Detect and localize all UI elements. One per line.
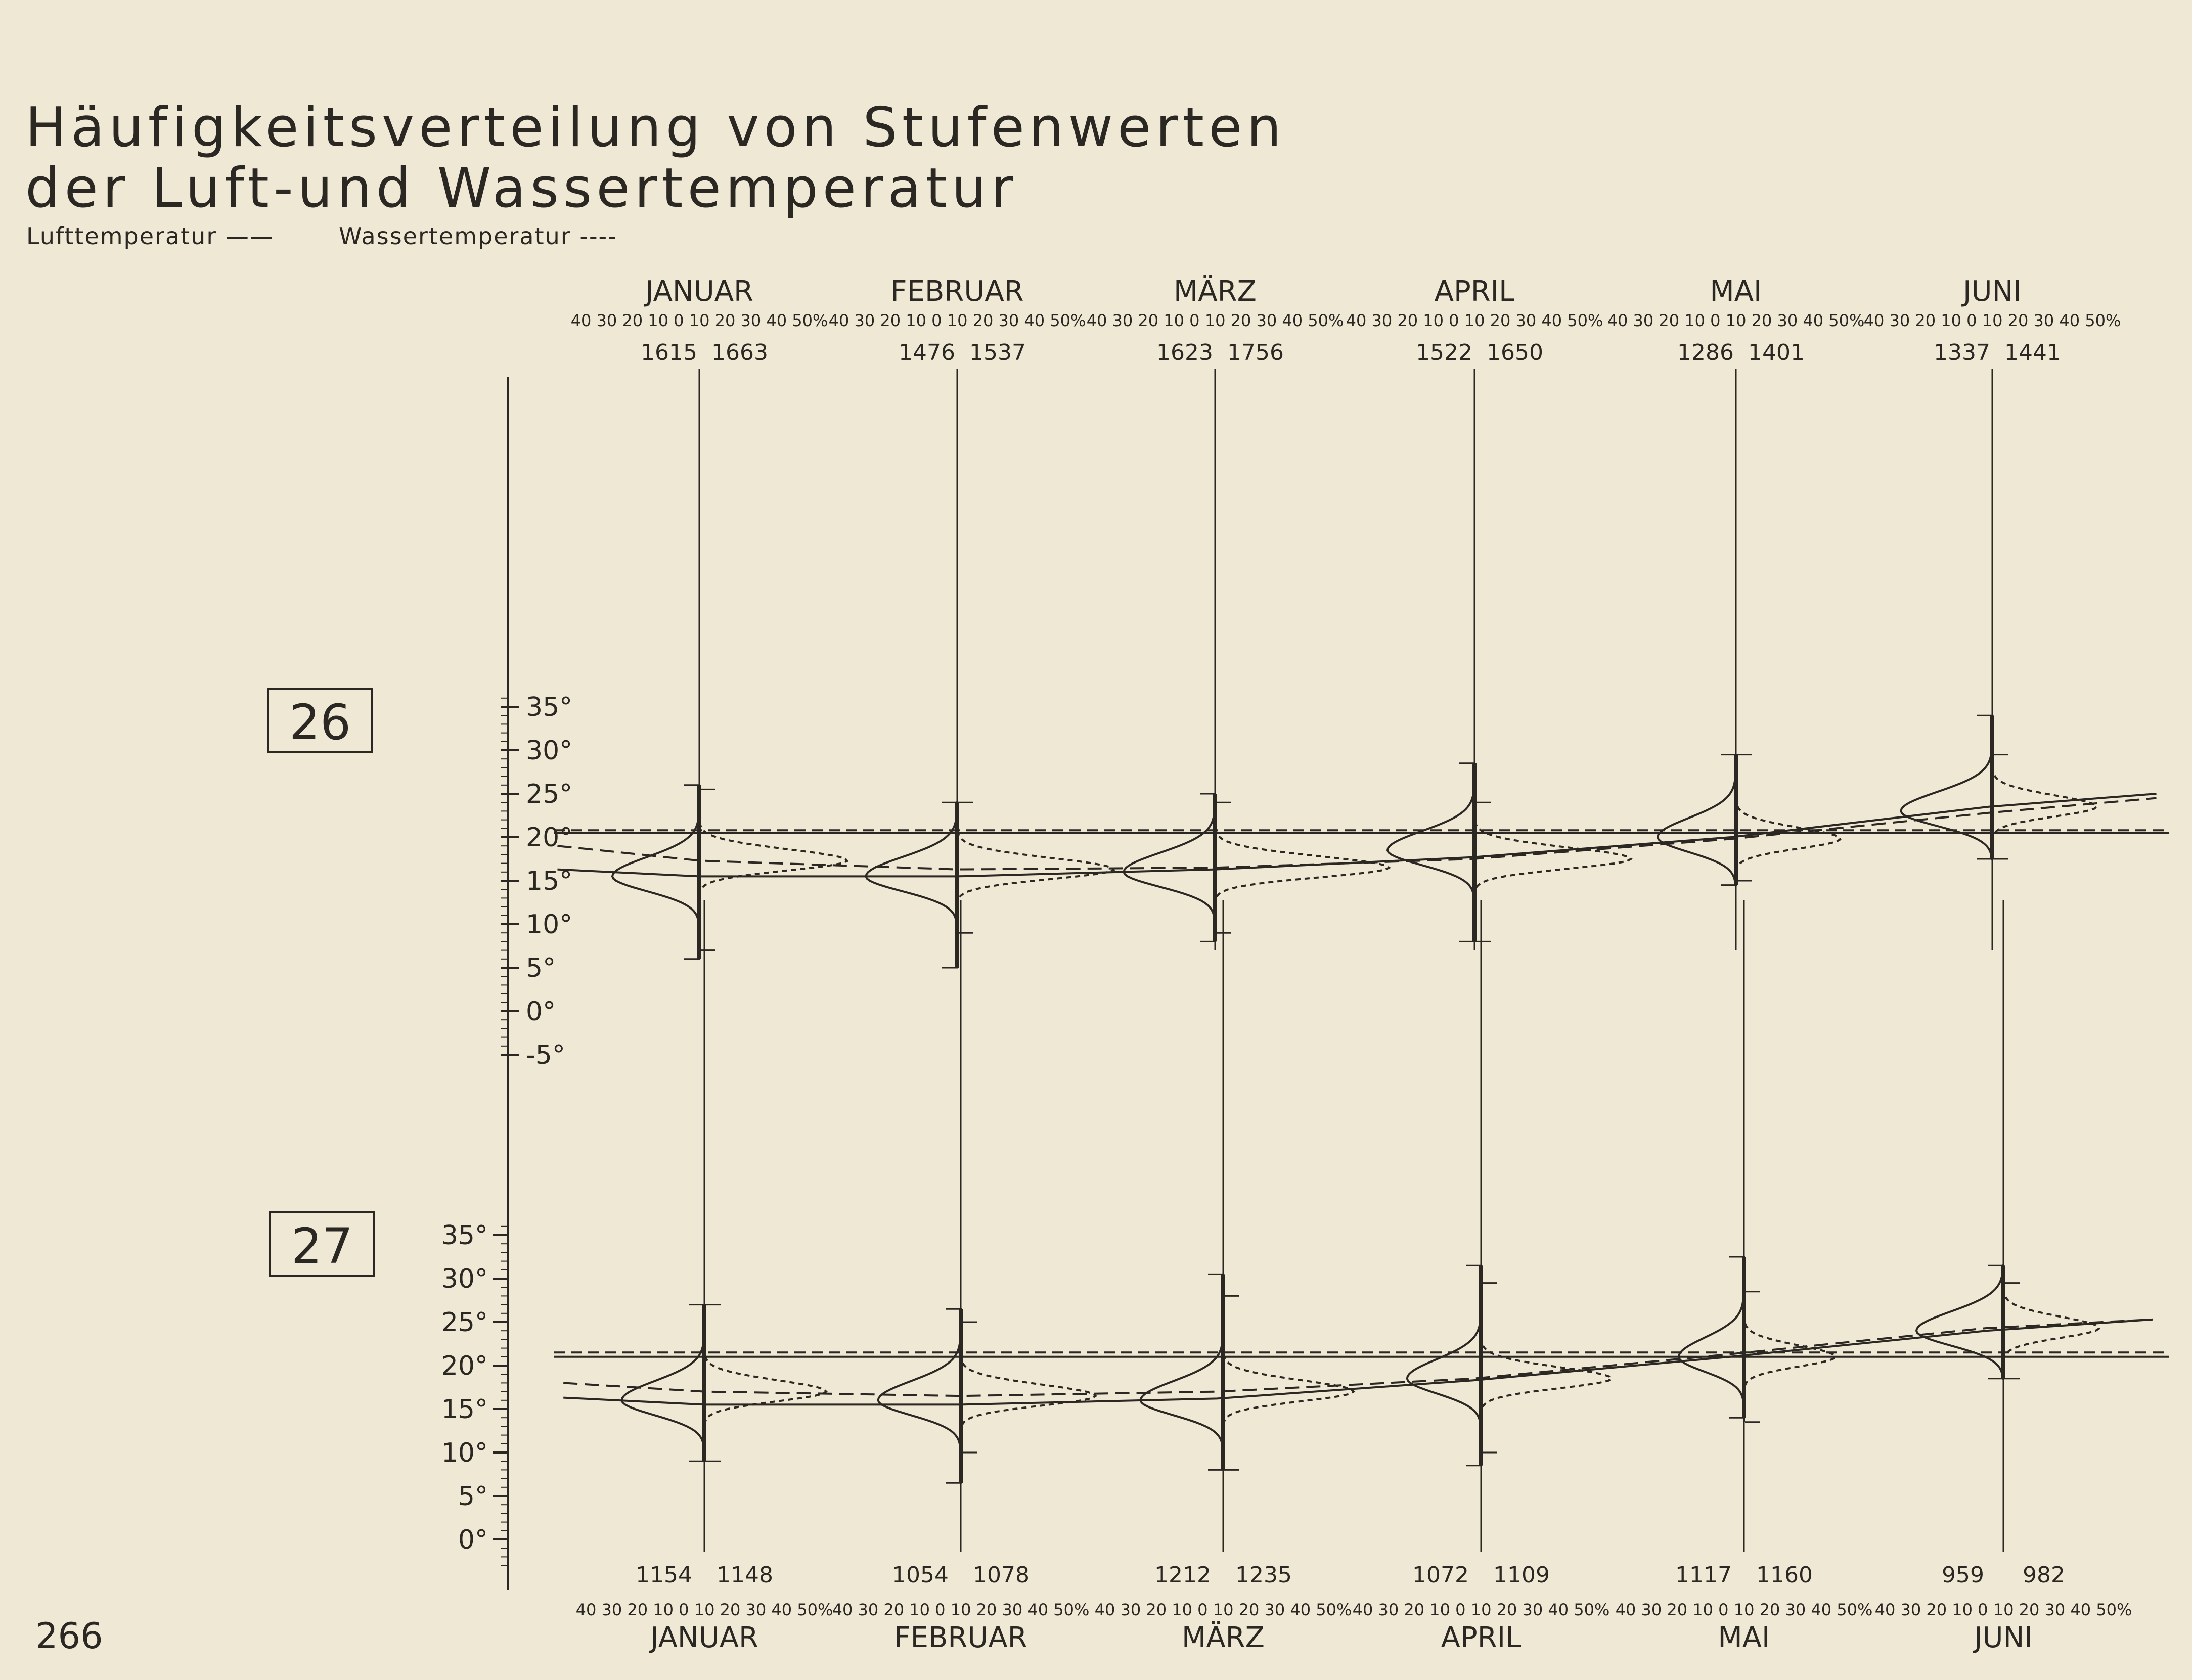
air-distribution-26 [1901,715,1992,859]
y-tick-label-26: 20° [526,823,573,853]
count-air-26: 1476 [899,340,955,366]
month-label-top: MÄRZ [1174,275,1257,308]
y-tick-label-26: 5° [526,953,556,983]
month-label-bottom: MÄRZ [1182,1621,1265,1654]
month-label-bottom: JANUAR [650,1621,758,1654]
percent-scale-bottom: 40 30 20 10 0 10 20 30 40 50% [575,1600,833,1619]
water-distribution-27 [1223,1296,1354,1470]
y-tick-label-27: 35° [441,1220,488,1251]
y-tick-label-26: 30° [526,736,573,766]
station-label-26: 26 [267,688,373,753]
month-label-bottom: APRIL [1441,1621,1522,1654]
count-air-26: 1623 [1156,340,1213,366]
water-distribution-26 [1474,802,1631,941]
month-label-bottom: JUNI [1974,1621,2033,1654]
count-water-27: 1109 [1493,1562,1550,1588]
percent-scale-bottom: 40 30 20 10 0 10 20 30 40 50% [1094,1600,1352,1619]
percent-scale-bottom: 40 30 20 10 0 10 20 30 40 50% [1615,1600,1873,1619]
y-tick-label-27: 10° [441,1438,488,1468]
water-distribution-27 [961,1322,1096,1452]
water-distribution-27 [2003,1283,2099,1379]
count-air-27: 959 [1942,1562,1984,1588]
percent-scale-top: 40 30 20 10 0 10 20 30 40 50% [1607,311,1865,330]
percent-scale-bottom: 40 30 20 10 0 10 20 30 40 50% [1874,1600,2132,1619]
count-water-27: 1160 [1756,1562,1813,1588]
count-water-27: 1078 [973,1562,1030,1588]
y-tick-label-26: -5° [526,1040,565,1070]
count-air-27: 1154 [636,1562,692,1588]
legend-water-temperature: Wassertemperatur ---- [339,222,617,250]
y-tick-label-27: 25° [441,1307,488,1338]
month-label-bottom: MAI [1718,1621,1770,1654]
count-water-26: 1401 [1748,340,1805,366]
page-number: 266 [35,1615,103,1657]
percent-scale-top: 40 30 20 10 0 10 20 30 40 50% [1863,311,2121,330]
water-distribution-26 [1736,755,1840,881]
air-distribution-26 [1658,755,1736,885]
count-air-26: 1286 [1677,340,1734,366]
air-distribution-27 [1679,1257,1744,1418]
air-distribution-27 [1141,1274,1223,1470]
count-air-26: 1522 [1416,340,1472,366]
month-label-top: MAI [1710,275,1762,308]
y-tick-label-26: 15° [526,866,573,896]
count-water-27: 982 [2023,1562,2065,1588]
count-water-26: 1663 [711,340,768,366]
chart-title-line-1: Häufigkeitsverteilung von Stufenwerten [25,96,1286,159]
y-tick-label-27: 30° [441,1264,488,1294]
y-tick-label-27: 0° [458,1525,488,1555]
count-air-26: 1615 [641,340,697,366]
count-air-26: 1337 [1934,340,1990,366]
month-label-top: JUNI [1963,275,2022,308]
y-tick-label-26: 10° [526,910,573,940]
percent-scale-top: 40 30 20 10 0 10 20 30 40 50% [828,311,1086,330]
month-label-top: JANUAR [645,275,753,308]
count-water-26: 1441 [2004,340,2061,366]
count-water-26: 1537 [969,340,1026,366]
station-label-27: 27 [269,1211,375,1277]
count-air-27: 1072 [1412,1562,1469,1588]
air-distribution-26 [866,802,957,968]
chart-title-line-2: der Luft-und Wassertemperatur [25,157,1018,220]
y-tick-label-27: 15° [441,1394,488,1425]
percent-scale-top: 40 30 20 10 0 10 20 30 40 50% [570,311,828,330]
y-tick-label-26: 25° [526,779,573,809]
percent-scale-top: 40 30 20 10 0 10 20 30 40 50% [1346,311,1603,330]
y-tick-label-26: 0° [526,996,556,1027]
count-air-27: 1117 [1675,1562,1732,1588]
percent-scale-bottom: 40 30 20 10 0 10 20 30 40 50% [832,1600,1090,1619]
air-distribution-27 [1916,1265,2003,1379]
count-water-27: 1148 [717,1562,773,1588]
water-distribution-27 [704,1305,826,1462]
air-distribution-26 [1388,763,1474,942]
air-mean-curve-27 [563,1320,2153,1405]
month-label-top: FEBRUAR [890,275,1024,308]
count-air-27: 1054 [892,1562,949,1588]
count-water-26: 1756 [1227,340,1284,366]
legend-air-temperature: Lufttemperatur —— [26,222,274,250]
count-water-27: 1235 [1235,1562,1292,1588]
water-distribution-26 [1992,755,2096,859]
count-air-27: 1212 [1154,1562,1211,1588]
y-tick-label-27: 5° [458,1481,488,1512]
y-tick-label-27: 20° [441,1351,488,1381]
percent-scale-top: 40 30 20 10 0 10 20 30 40 50% [1086,311,1344,330]
count-water-26: 1650 [1487,340,1543,366]
water-distribution-26 [699,789,847,950]
air-distribution-27 [622,1305,704,1462]
month-label-top: APRIL [1434,275,1515,308]
y-tick-label-26: 35° [526,692,573,722]
month-label-bottom: FEBRUAR [894,1621,1027,1654]
air-distribution-27 [1407,1265,1481,1466]
percent-scale-bottom: 40 30 20 10 0 10 20 30 40 50% [1352,1600,1610,1619]
